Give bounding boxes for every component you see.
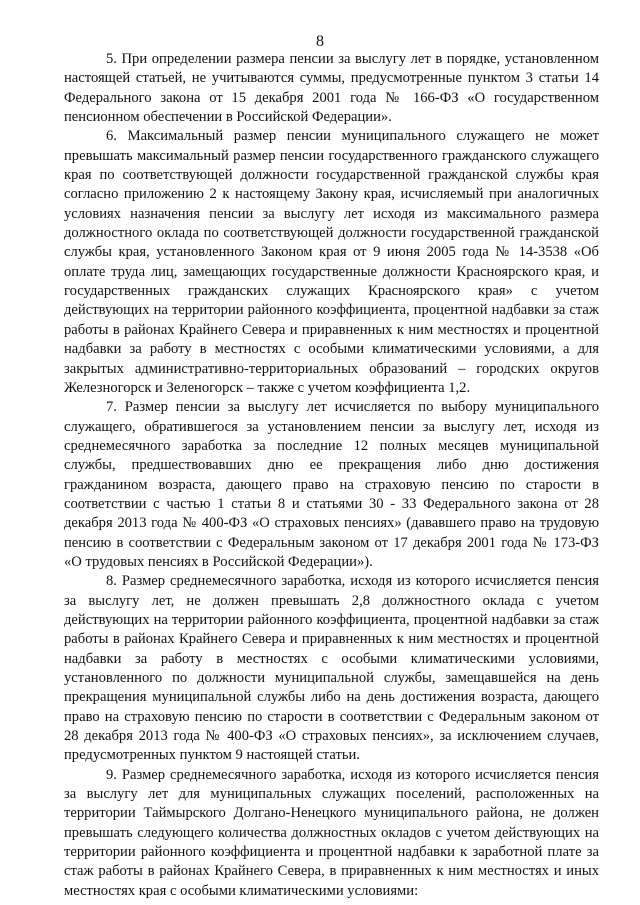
- paragraph-8: 8. Размер среднемесячного заработка, исходя из которого исчисляется пенсия за выслугу лет, не должен превышать 2,8 должностного оклада с учетом действующих на территории районного коэффициента, процентной надбавки за стаж работы в районах Крайнего Севера и приравненных к ним местностях и процентной надбавки за работу в местностях с особыми климатическими условиями, установленного по должности муниципальной службы, замещавшейся на день прекращения муниципальной службы либо на день достижения возраста, дающего право на страховую пенсию по старости в соответствии с Федеральным законом от 28 декабря 2013 года № 400-ФЗ «О страховых пенсиях», за исключением случаев, предусмотренных пунктом 9 настоящей статьи.: [64, 573, 599, 764]
- paragraph-9: 9. Размер среднемесячного заработка, исходя из которого исчисляется пенсия за выслугу лет для муниципальных служащих поселений, расположенных на территории Таймырского Долгано-Ненецкого муниципального района, не должен превышать следующего количества должностных окладов с учетом действующих на территории районного коэффициента и процентной надбавки к заработной плате за стаж работы в районах Крайнего Севера, в приравненных к ним местностях и иных местностях края с особыми климатическими условиями:: [64, 766, 599, 899]
- page-number: 8: [316, 33, 324, 50]
- paragraph-7: 7. Размер пенсии за выслугу лет исчисляется по выбору муниципального служащего, обратившегося за установлением пенсии за выслугу лет, исходя из среднемесячного заработка за последние 12 полных месяцев муниципальной службы, предшествовавших дню ее прекращения либо дню достижения гражданином возраста, дающего право на страховую пенсию по старости в соответствии с частью 1 статьи 8 и статьями 30 - 33 Федерального закона от 28 декабря 2013 года № 400-ФЗ «О страховых пенсиях» (дававшего право на трудовую пенсию в соответствии с Федеральным законом от 17 декабря 2001 года № 173-ФЗ «О трудовых пенсиях в Российской Федерации»).: [64, 399, 599, 570]
- document-body: [64, 50, 599, 901]
- paragraph-5: 5. При определении размера пенсии за выслугу лет в порядке, установленном настоящей статьей, не учитываются суммы, предусмотренные пунктом 3 статьи 14 Федерального закона от 15 декабря 2001 года № 166-ФЗ «О государственном пенсионном обеспечении в Российской Федерации».: [64, 51, 599, 126]
- paragraph-6: 6. Максимальный размер пенсии муниципального служащего не может превышать максимальный размер пенсии государственного гражданского служащего края по соответствующей должности государственной гражданской службы края согласно приложению 2 к настоящему Закону края, исчисляемый при аналогичных условиях назначения пенсии за выслугу лет исходя из максимального размера должностного оклада по соответствующей должности государственной гражданской службы края, установленного Законом края от 9 июня 2005 года № 14-3538 «Об оплате труда лиц, замещающих государственные должности Красноярского края, и государственных гражданских служащих Красноярского края» с учетом действующих на территории районного коэффициента, процентной надбавки за стаж работы в районах Крайнего Севера и приравненных к ним местностях и процентной надбавки за работу в местностях с особыми климатическими условиями, а для закрытых административно-территориальных образований – городских округов Железногорск и Зеленогорск – также с учетом коэффициента 1,2.: [64, 128, 599, 396]
